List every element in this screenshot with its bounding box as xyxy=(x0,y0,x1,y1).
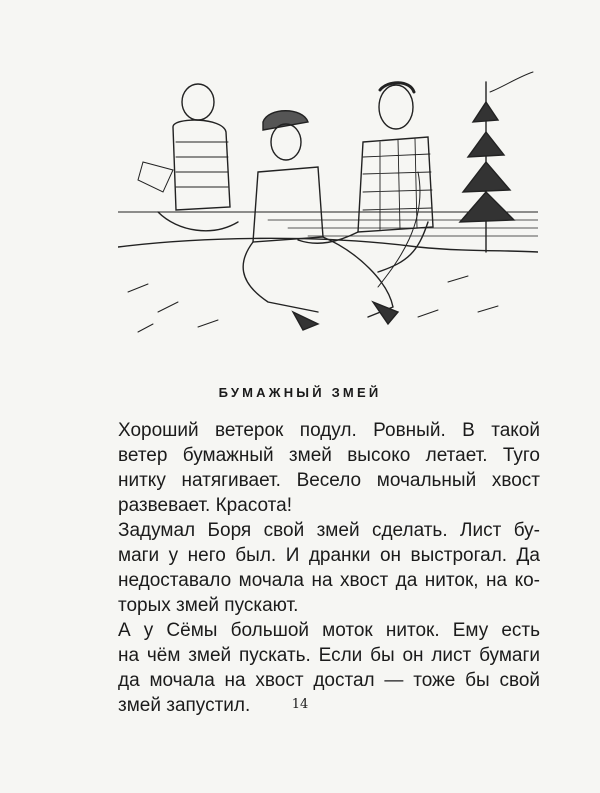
text-line: ветер бумажный змей высоко летает. Туго xyxy=(118,445,540,466)
text-line: маги у него был. И дранки он выстрогал. Да xyxy=(118,545,540,566)
text-line: да мочала на хвост достал — тоже бы свой xyxy=(118,670,540,691)
illustration-three-boys xyxy=(118,62,538,352)
text-line: А у Сёмы большой моток ниток. Ему есть xyxy=(118,620,540,641)
text-line: змей запустил. xyxy=(118,695,251,716)
story-text xyxy=(118,418,540,718)
text-line: на чём змей пускать. Если бы он лист бумаги xyxy=(118,645,540,666)
text-line: недоставало мочала на хвост да ниток, на ко- xyxy=(118,570,540,591)
text-line: Задумал Боря свой змей сделать. Лист бу- xyxy=(118,520,540,541)
story-title: БУМАЖНЫЙ ЗМЕЙ xyxy=(218,385,382,400)
text-line: торых змей пускают. xyxy=(118,595,299,616)
text-line: развевает. Красота! xyxy=(118,495,293,516)
text-line: нитку натягивает. Весело мочальный хвост xyxy=(118,470,540,491)
page-number: 14 xyxy=(291,697,309,712)
text-line: Хороший ветерок подул. Ровный. В такой xyxy=(118,420,540,441)
